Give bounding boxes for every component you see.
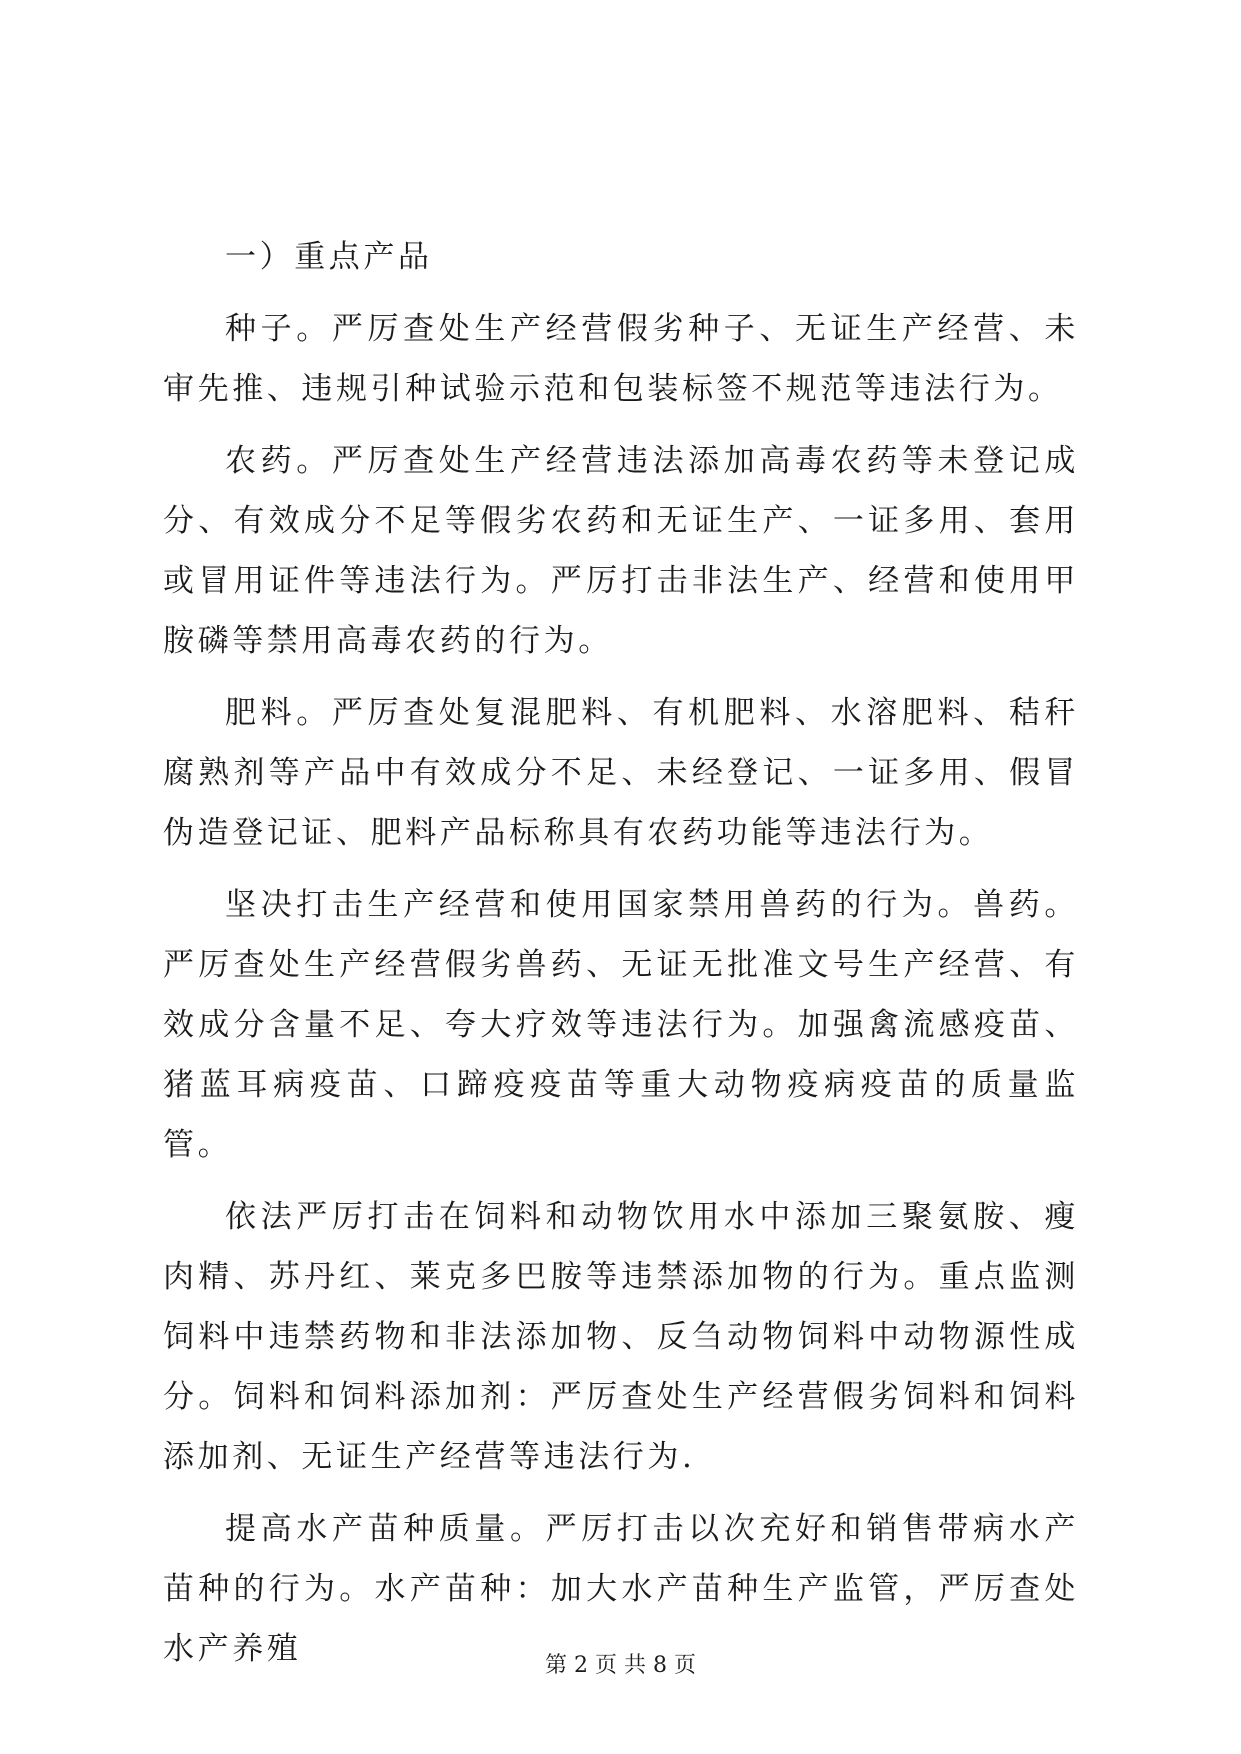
document-body	[163, 227, 1079, 1679]
page-number-footer: 第 2 页 共 8 页	[545, 1653, 696, 1678]
paragraph-feed: 依法严厉打击在饲料和动物饮用水中添加三聚氨胺、瘦肉精、苏丹红、莱克多巴胺等违禁添加物的行为。重点监测饲料中违禁药物和非法添加物、反刍动物饲料中动物源性成分。饲料和饲料添加剂：严厉查处生产经营假劣饲料和饲料添加剂、无证生产经营等违法行为.	[163, 1199, 1079, 1475]
section-heading: 一）重点产品	[225, 239, 433, 275]
paragraph-veterinary-drugs: 坚决打击生产经营和使用国家禁用兽药的行为。兽药。严厉查处生产经营假劣兽药、无证无批准文号生产经营、有效成分含量不足、夸大疗效等违法行为。加强禽流感疫苗、猪蓝耳病疫苗、口蹄疫疫苗等重大动物疫病疫苗的质量监管。	[163, 887, 1079, 1163]
paragraph-aquatic-seedlings: 提高水产苗种质量。严厉打击以次充好和销售带病水产苗种的行为。水产苗种：加大水产苗种生产监管，严厉查处水产养殖	[163, 1511, 1079, 1667]
paragraph-fertilizers: 肥料。严厉查处复混肥料、有机肥料、水溶肥料、秸秆腐熟剂等产品中有效成分不足、未经登记、一证多用、假冒伪造登记证、肥料产品标称具有农药功能等违法行为。	[163, 695, 1079, 851]
paragraph-pesticides: 农药。严厉查处生产经营违法添加高毒农药等未登记成分、有效成分不足等假劣农药和无证生产、一证多用、套用或冒用证件等违法行为。严厉打击非法生产、经营和使用甲胺磷等禁用高毒农药的行为。	[163, 443, 1079, 659]
paragraph-seeds: 种子。严厉查处生产经营假劣种子、无证生产经营、未审先推、违规引种试验示范和包装标签不规范等违法行为。	[163, 311, 1079, 407]
